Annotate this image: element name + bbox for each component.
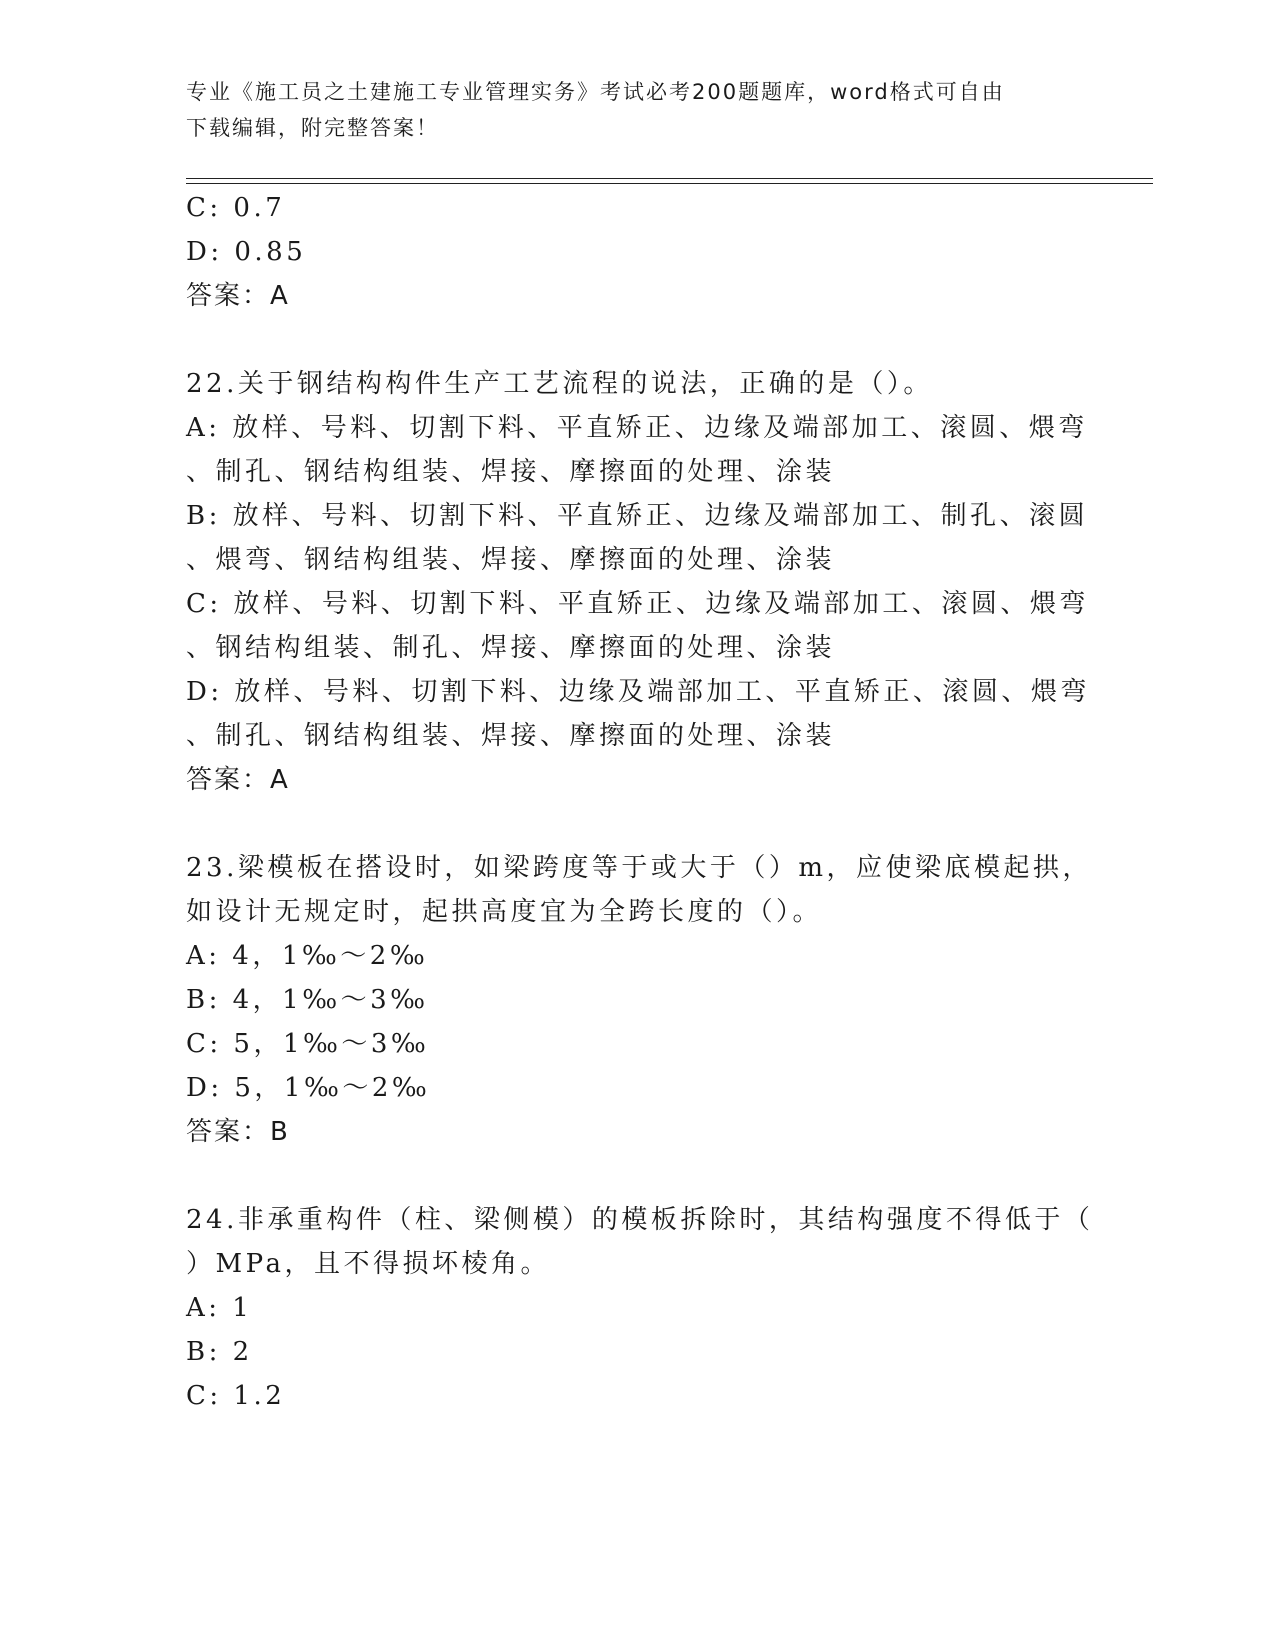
prev-answer: 答案：A (186, 281, 290, 311)
q22-option-a-line2: 、制孔、钢结构组装、焊接、摩擦面的处理、涂装 (186, 457, 836, 487)
q23-question-line2: 如设计无规定时，起拱高度宜为全跨长度的（）。 (186, 897, 823, 927)
prev-option-c: C: 0.7 (186, 193, 286, 223)
q23-question-line1: 23.梁模板在搭设时，如梁跨度等于或大于（）m，应使梁底模起拱， (186, 853, 1093, 883)
q22-option-a-line1: A: 放样、号料、切割下料、平直矫正、边缘及端部加工、滚圆、煨弯 (186, 413, 1088, 443)
q23-answer: 答案：B (186, 1117, 290, 1147)
q23-option-b: B: 4，1‰～3‰ (186, 985, 429, 1015)
q22-option-b-line2: 、煨弯、钢结构组装、焊接、摩擦面的处理、涂装 (186, 545, 836, 575)
q22-option-c-line2: 、钢结构组装、制孔、焊接、摩擦面的处理、涂装 (186, 633, 836, 663)
q23-option-c: C: 5，1‰～3‰ (186, 1029, 430, 1059)
q23-option-a: A: 4，1‰～2‰ (186, 941, 429, 971)
q24-option-b: B: 2 (186, 1337, 253, 1367)
q22-option-b-line1: B: 放样、号料、切割下料、平直矫正、边缘及端部加工、制孔、滚圆 (186, 501, 1089, 531)
q22-option-c-line1: C: 放样、号料、切割下料、平直矫正、边缘及端部加工、滚圆、煨弯 (186, 589, 1089, 619)
q22-question: 22.关于钢结构构件生产工艺流程的说法，正确的是（）。 (186, 369, 933, 399)
q24-option-a: A: 1 (186, 1293, 253, 1323)
q22-option-d-line2: 、制孔、钢结构组装、焊接、摩擦面的处理、涂装 (186, 721, 836, 751)
q24-option-c: C: 1.2 (186, 1381, 286, 1411)
q22-answer: 答案：A (186, 765, 290, 795)
header-rule-bottom (186, 183, 1153, 184)
q22-option-d-line1: D: 放样、号料、切割下料、边缘及端部加工、平直矫正、滚圆、煨弯 (186, 677, 1090, 707)
q24-question-line1: 24.非承重构件（柱、梁侧模）的模板拆除时，其结构强度不得低于（ (186, 1205, 1094, 1235)
header-line-1: 专业《施工员之土建施工专业管理实务》考试必考200题题库，word格式可自由 (186, 80, 1005, 104)
document-header (186, 74, 1086, 146)
header-rule-top (186, 178, 1153, 179)
q23-option-d: D: 5，1‰～2‰ (186, 1073, 431, 1103)
q24-question-line2: ）MPa，且不得损坏棱角。 (186, 1249, 550, 1279)
prev-option-d: D: 0.85 (186, 237, 307, 267)
header-line-2: 下载编辑，附完整答案！ (186, 116, 439, 140)
